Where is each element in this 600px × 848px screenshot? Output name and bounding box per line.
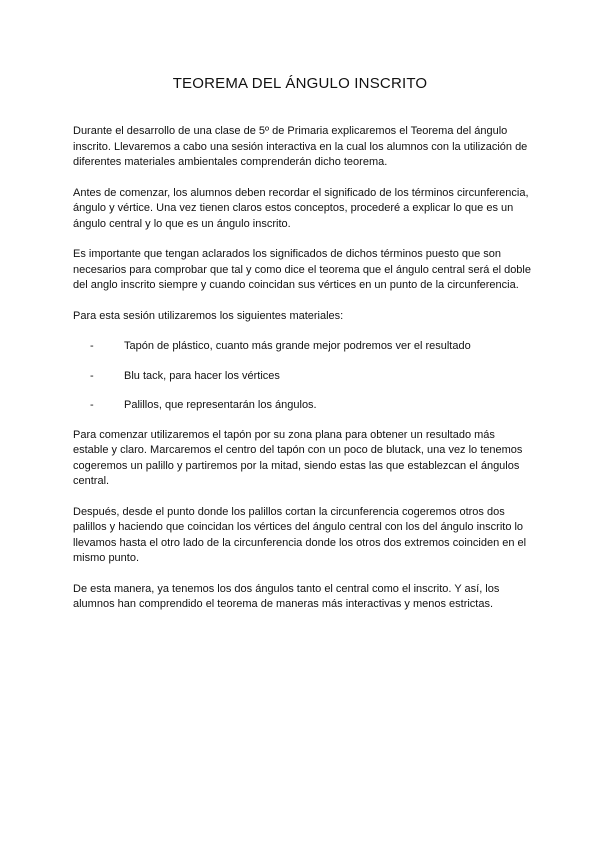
paragraph-prior-knowledge: Antes de comenzar, los alumnos deben recordar el significado de los términos circunferencia, ángulo y vértice. Una vez tienen claros estos conceptos, procederé a explicar lo que es un ángulo central y lo que es un ángulo inscrito. [73,186,529,230]
list-item-text: Tapón de plástico, cuanto más grande mejor podremos ver el resultado [124,340,471,352]
list-dash: - [90,340,94,352]
paragraph-conclusion: De esta manera, ya tenemos los dos ángulos tanto el central como el inscrito. Y así, los alumnos han comprendido el teorema de maneras más interactivas y menos estrictas. [73,582,500,610]
paragraph-procedure-next: Después, desde el punto donde los palillos cortan la circunferencia cogeremos otros dos palillos y haciendo que coincidan los vértices del ángulo central con los del ángulo inscrito lo llevamos hasta el otro lado de la circunferencia donde los otros dos extremos coinciden en el mismo punto. [73,505,527,564]
list-item [90,398,533,414]
materials-list [73,339,533,414]
paragraph-procedure-start: Para comenzar utilizaremos el tapón por su zona plana para obtener un resultado más estable y claro. Marcaremos el centro del tapón con un poco de blutack, una vez lo tenemos cogeremos un palillo y partiremos por la mitad, siendo estas las que establezcan el ángulos central. [73,428,523,487]
list-item [90,339,533,355]
list-item-text: Palillos, que representarán los ángulos. [124,399,317,411]
page-title: TEOREMA DEL ÁNGULO INSCRITO [172,75,428,92]
list-item-text: Blu tack, para hacer los vértices [124,369,280,382]
paragraph-intro: Durante el desarrollo de una clase de 5º de Primaria explicaremos el Teorema del ángulo inscrito. Llevaremos a cabo una sesión interactiva en la cual los alumnos con la utilización de diferentes materiales ambientales comprenderán dicho teorema. [73,125,528,168]
paragraph-materials-intro: Para esta sesión utilizaremos los siguientes materiales: [73,309,344,322]
list-item [90,369,533,385]
document-body [73,124,533,628]
list-dash: - [90,369,94,382]
list-dash: - [90,399,94,411]
paragraph-importance: Es importante que tengan aclarados los significados de dichos términos puesto que son necesarios para comprobar que tal y como dice el teorema que el ángulo central será el doble del anglo inscrito siempre y cuando coincidan sus vértices en un punto de la circunferencia. [73,248,531,291]
